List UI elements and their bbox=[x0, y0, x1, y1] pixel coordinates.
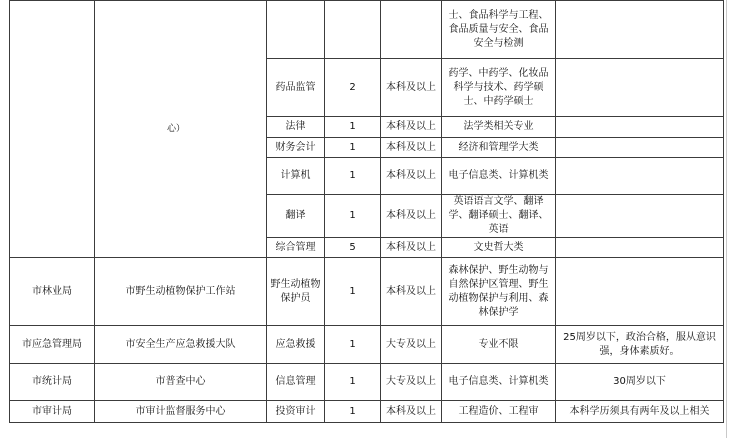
major-cell: 士、食品科学与工程、食品质量与安全、食品安全与检测 bbox=[442, 1, 556, 59]
education-cell: 本科及以上 bbox=[381, 138, 442, 158]
post-cell: 应急救援 bbox=[267, 326, 325, 364]
count-cell: 1 bbox=[325, 326, 381, 364]
table-row bbox=[10, 401, 724, 423]
education-cell: 本科及以上 bbox=[381, 195, 442, 238]
education-cell: 大专及以上 bbox=[381, 364, 442, 401]
count-cell: 1 bbox=[325, 158, 381, 195]
unit-cell: 市安全生产应急救援大队 bbox=[95, 326, 267, 364]
requirement-cell bbox=[556, 138, 724, 158]
dept-cell: 市审计局 bbox=[10, 401, 95, 423]
post-cell: 翻译 bbox=[267, 195, 325, 238]
major-cell: 森林保护、野生动物与自然保护区管理、野生动植物保护与利用、森林保护学 bbox=[442, 258, 556, 326]
count-cell: 5 bbox=[325, 238, 381, 258]
count-cell: 1 bbox=[325, 258, 381, 326]
table-row bbox=[10, 1, 724, 59]
post-cell: 信息管理 bbox=[267, 364, 325, 401]
major-cell: 电子信息类、计算机类 bbox=[442, 158, 556, 195]
requirement-cell bbox=[556, 158, 724, 195]
count-cell: 1 bbox=[325, 195, 381, 238]
count-cell: 1 bbox=[325, 401, 381, 423]
dept-cell: 市林业局 bbox=[10, 258, 95, 326]
education-cell: 本科及以上 bbox=[381, 117, 442, 138]
unit-cell: 市野生动植物保护工作站 bbox=[95, 258, 267, 326]
unit-name-fragment: 心） bbox=[167, 124, 186, 134]
count-cell: 1 bbox=[325, 364, 381, 401]
dept-cell bbox=[10, 1, 95, 258]
requirement-cell bbox=[556, 238, 724, 258]
post-cell: 野生动植物保护员 bbox=[267, 258, 325, 326]
major-cell: 英语语言文学、翻译学、翻译硕士、翻译、英语 bbox=[442, 195, 556, 238]
requirement-cell bbox=[556, 1, 724, 59]
requirement-cell bbox=[556, 59, 724, 117]
post-cell: 法律 bbox=[267, 117, 325, 138]
requirement-cell bbox=[556, 258, 724, 326]
major-cell: 法学类相关专业 bbox=[442, 117, 556, 138]
major-cell: 文史哲大类 bbox=[442, 238, 556, 258]
table-row bbox=[10, 258, 724, 326]
education-cell: 本科及以上 bbox=[381, 158, 442, 195]
requirement-cell bbox=[556, 117, 724, 138]
table-row bbox=[10, 326, 724, 364]
post-cell: 综合管理 bbox=[267, 238, 325, 258]
education-cell bbox=[381, 1, 442, 59]
requirement-cell bbox=[556, 195, 724, 238]
count-cell: 1 bbox=[325, 117, 381, 138]
requirement-cell: 30周岁以下 bbox=[556, 364, 724, 401]
count-cell bbox=[325, 1, 381, 59]
major-cell: 药学、中药学、化妆品科学与技术、药学硕士、中药学硕士 bbox=[442, 59, 556, 117]
post-cell: 投资审计 bbox=[267, 401, 325, 423]
recruitment-table bbox=[9, 0, 724, 423]
education-cell: 本科及以上 bbox=[381, 401, 442, 423]
post-cell: 药品监管 bbox=[267, 59, 325, 117]
major-cell: 电子信息类、计算机类 bbox=[442, 364, 556, 401]
table-row bbox=[10, 364, 724, 401]
requirement-cell: 25周岁以下，政治合格，服从意识强，身体素质好。 bbox=[556, 326, 724, 364]
education-cell: 本科及以上 bbox=[381, 258, 442, 326]
post-cell: 计算机 bbox=[267, 158, 325, 195]
education-cell: 本科及以上 bbox=[381, 238, 442, 258]
count-cell: 2 bbox=[325, 59, 381, 117]
major-cell: 工程造价、工程审 bbox=[442, 401, 556, 423]
unit-cell: 市普查中心 bbox=[95, 364, 267, 401]
count-cell: 1 bbox=[325, 138, 381, 158]
dept-cell: 市统计局 bbox=[10, 364, 95, 401]
education-cell: 大专及以上 bbox=[381, 326, 442, 364]
major-cell: 经济和管理学大类 bbox=[442, 138, 556, 158]
unit-cell bbox=[95, 1, 267, 258]
unit-cell: 市审计监督服务中心 bbox=[95, 401, 267, 423]
dept-cell: 市应急管理局 bbox=[10, 326, 95, 364]
requirement-cell: 本科学历须具有两年及以上相关 bbox=[556, 401, 724, 423]
education-cell: 本科及以上 bbox=[381, 59, 442, 117]
major-cell: 专业不限 bbox=[442, 326, 556, 364]
page-right-edge bbox=[726, 0, 727, 438]
post-cell: 财务会计 bbox=[267, 138, 325, 158]
post-cell bbox=[267, 1, 325, 59]
